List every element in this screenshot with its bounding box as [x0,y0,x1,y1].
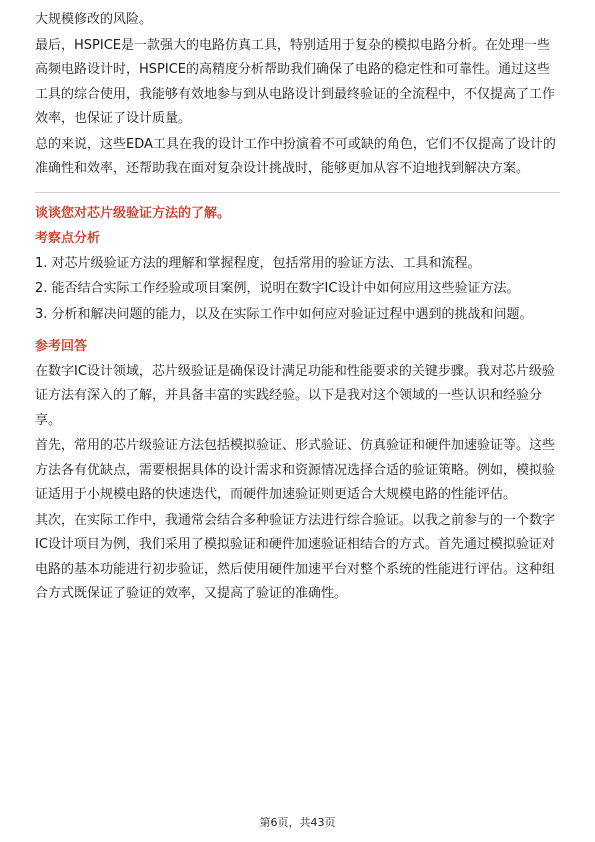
section-divider [35,192,560,193]
analysis-item: 1. 对芯片级验证方法的理解和掌握程度，包括常用的验证方法、工具和流程。 [35,255,481,271]
answer-title: 参考回答 [35,339,88,354]
text-paragraph: 大规模修改的风险。 [35,12,153,27]
text-paragraph: 总的来说，这些EDA工具在我的设计工作中扮演着不可或缺的角色，它们不仅提高了设计的准确性和效率，还帮助我在面对复杂设计挑战时，能够更加从容不迫地找到解决方案。 [35,136,556,176]
analysis-item: 2. 能否结合实际工作经验或项目案例，说明在数字IC设计中如何应用这些验证方法。 [35,281,520,296]
answer-paragraph: 首先，常用的芯片级验证方法包括模拟验证、形式验证、仿真验证和硬件加速验证等。这些方法各有优缺点，需要根据具体的设计需求和资源情况选择合适的验证策略。例如，模拟验证适用于小规模电路的快速迭代，而硬件加速验证则更适合大规模电路的性能评估。 [35,438,556,502]
text-paragraph: 最后，HSPICE是一款强大的电路仿真工具，特别适用于复杂的模拟电路分析。在处理一些高频电路设计时，HSPICE的高精度分析帮助我们确保了电路的稳定性和可靠性。通过这些工具的综合使用，我能够有效地参与到从电路设计到最终验证的全流程中，不仅提高了工作效率，也保证了设计质量。 [35,37,556,126]
answer-paragraph: 其次，在实际工作中，我通常会结合多种验证方法进行综合验证。以我之前参与的一个数字IC设计项目为例，我们采用了模拟验证和硬件加速验证相结合的方式。首先通过模拟验证对电路的基本功能进行初步验证，然后使用硬件加速平台对整个系统的性能进行评估。这种组合方式既保证了验证的效率，又提高了验证的准确性。 [35,512,556,601]
document-page [35,8,560,607]
question-heading: 谈谈您对芯片级验证方法的了解。 [35,205,231,221]
page-number: 第6页，共43页 [259,816,336,829]
analysis-title: 考察点分析 [35,231,101,246]
answer-paragraph: 在数字IC设计领域，芯片级验证是确保设计满足功能和性能要求的关键步骤。我对芯片级验证方法有深入的了解，并具备丰富的实践经验。以下是我对这个领域的一些认识和经验分享。 [35,363,555,428]
analysis-item: 3. 分析和解决问题的能力，以及在实际工作中如何应对验证过程中遇到的挑战和问题。 [35,306,533,322]
